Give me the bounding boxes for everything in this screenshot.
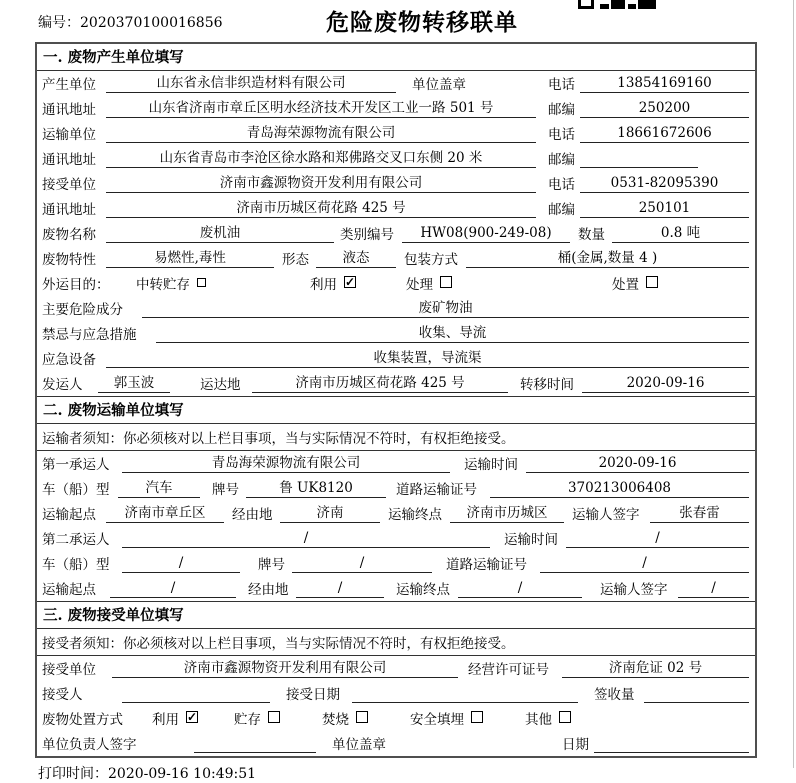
field-label: 接受人 (42, 687, 83, 703)
field-label: 单位负责人签字 (42, 737, 137, 753)
field-value: 液态 (316, 250, 396, 268)
checkbox-field (322, 708, 368, 728)
row-second-vehicle (37, 551, 755, 576)
checkbox-unchecked (356, 711, 368, 723)
field-label: 道路运输证号 (396, 482, 477, 498)
receiver-notice (37, 629, 755, 656)
field-label: 废物名称 (42, 227, 96, 243)
page-title: 危险废物转移联单 (326, 9, 518, 36)
row-hazard-component (37, 296, 755, 321)
field-value: 桶(金属,数量 4 ) (466, 250, 749, 268)
checkbox-label: 利用 (152, 712, 179, 728)
section-1-title: 一. 废物产生单位填写 (37, 44, 755, 71)
field-label: 应急设备 (42, 352, 96, 368)
field-value: 青岛海荣源物流有限公司 (106, 125, 536, 143)
field-label: 发运人 (42, 377, 83, 393)
manifest-form (35, 42, 757, 758)
field-value: HW08(900-249-08) (402, 225, 570, 243)
field-value: 济南市历城区荷花路 425 号 (106, 200, 536, 218)
field-value: / (122, 555, 240, 573)
document-header (0, 0, 796, 42)
field-value: 济南市章丘区 (106, 505, 224, 523)
checkbox-unchecked (440, 276, 452, 288)
checkbox-unchecked (268, 711, 280, 723)
field-value: 370213006408 (490, 480, 749, 498)
field-label: 运输起点 (42, 507, 96, 523)
field-label: 运输时间 (504, 532, 558, 548)
field-label: 运达地 (200, 377, 241, 393)
checkbox-field (136, 273, 206, 293)
checkbox-field (410, 708, 483, 728)
field-value: 山东省青岛市李沧区徐水路和郑佛路交叉口东侧 20 米 (106, 150, 536, 168)
field-value: 郭玉波 (98, 375, 170, 393)
field-value: 250101 (580, 200, 749, 218)
field-value: 0531-82095390 (580, 175, 749, 193)
row-first-route (37, 501, 755, 526)
field-value: 收集装置，导流渠 (106, 350, 749, 368)
field-value: 张春雷 (650, 505, 749, 523)
field-value: / (566, 530, 749, 548)
field-label: 第一承运人 (42, 457, 110, 473)
serial-label: 编号： (38, 15, 80, 31)
row-consignor (37, 371, 755, 396)
serial-value: 2020370100016856 (80, 15, 223, 31)
print-time (38, 763, 796, 783)
row-receiver-unit (37, 171, 755, 196)
field-label: 通讯地址 (42, 202, 96, 218)
field-label: 运输终点 (388, 507, 442, 523)
checkbox-field (612, 273, 658, 293)
field-value: 13854169160 (580, 75, 749, 93)
field-label: 废物特性 (42, 252, 96, 268)
field-value: / (296, 580, 384, 598)
field-value: / (458, 580, 582, 598)
field-value-blank (122, 685, 270, 703)
field-label: 运输终点 (396, 582, 450, 598)
section-3-title: 三. 废物接受单位填写 (37, 602, 755, 629)
field-value: / (110, 580, 236, 598)
row-transporter-unit (37, 121, 755, 146)
row-waste-traits (37, 246, 755, 271)
field-value: 250200 (580, 100, 749, 118)
field-label: 车（船）型 (42, 482, 110, 498)
field-label: 通讯地址 (42, 152, 96, 168)
field-value: 山东省永信非织造材料有限公司 (106, 75, 396, 93)
checkbox-field (234, 708, 280, 728)
field-label: 形态 (282, 252, 309, 268)
field-value: 济南市鑫源物资开发利用有限公司 (106, 175, 536, 193)
field-label: 通讯地址 (42, 102, 96, 118)
print-time-label: 打印时间： (38, 766, 108, 782)
row-transfer-purpose (37, 271, 755, 296)
field-label: 接受单位 (42, 177, 96, 193)
field-label: 邮编 (548, 152, 575, 168)
field-value: 济南 (280, 505, 380, 523)
field-label: 接受单位 (42, 662, 96, 678)
field-label: 单位盖章 (412, 77, 466, 93)
field-value: 易燃性,毒性 (106, 250, 274, 268)
row-producer-address (37, 96, 755, 121)
checkbox-unchecked (559, 711, 571, 723)
field-value: 鲁 UK8120 (246, 480, 386, 498)
section-3 (37, 601, 755, 756)
field-label: 产生单位 (42, 77, 96, 93)
serial-number (38, 12, 223, 32)
field-label: 邮编 (548, 102, 575, 118)
checkbox-label: 处置 (612, 277, 639, 293)
checkbox-label: 焚烧 (322, 712, 349, 728)
field-label: 主要危险成分 (42, 302, 123, 318)
field-label: 道路运输证号 (446, 557, 527, 573)
row-transporter-address (37, 146, 755, 171)
field-label: 单位盖章 (332, 737, 386, 753)
checkbox-field (152, 708, 198, 728)
field-value: 废机油 (106, 225, 334, 243)
field-value: 废矿物油 (142, 300, 749, 318)
field-value: 济南市鑫源物资开发利用有限公司 (112, 660, 458, 678)
section-2 (37, 396, 755, 601)
field-label: 经营许可证号 (468, 662, 549, 678)
field-value: 山东省济南市章丘区明水经济技术开发区工业一路 501 号 (106, 100, 536, 118)
checkbox-field (406, 273, 452, 293)
row-receiver-address (37, 196, 755, 221)
field-label: 第二承运人 (42, 532, 110, 548)
checkbox-label: 中转贮存 (136, 277, 190, 293)
field-value: 2020-09-16 (582, 375, 749, 393)
field-value: 18661672606 (580, 125, 749, 143)
field-label: 牌号 (258, 557, 285, 573)
field-label: 禁忌与应急措施 (42, 327, 137, 343)
row-second-route (37, 576, 755, 601)
row-waste-name (37, 221, 755, 246)
field-value: 青岛海荣源物流有限公司 (122, 455, 450, 473)
row-receiving-unit (37, 656, 755, 681)
row-receiver-person (37, 681, 755, 706)
notice-text: 接受者须知：你必须核对以上栏目事项，当与实际情况不符时，有权拒绝接受。 (42, 636, 515, 652)
checkbox-label: 其他 (525, 712, 552, 728)
field-label: 转移时间 (520, 377, 574, 393)
row-emergency-measures (37, 321, 755, 346)
transporter-notice (37, 424, 755, 451)
field-label: 外运目的： (42, 277, 110, 293)
field-value: / (678, 580, 749, 598)
field-value-blank (644, 685, 749, 703)
field-label: 运输起点 (42, 582, 96, 598)
notice-text: 运输者须知：你必须核对以上栏目事项，当与实际情况不符时，有权拒绝接受。 (42, 431, 515, 447)
checkbox-field (525, 708, 571, 728)
checkbox-label: 安全填埋 (410, 712, 464, 728)
field-value: / (540, 555, 749, 573)
checkbox-label: 处理 (406, 277, 433, 293)
field-label: 运输人签字 (600, 582, 668, 598)
checkbox-unchecked (471, 711, 483, 723)
field-label: 运输时间 (464, 457, 518, 473)
print-time-value: 2020-09-16 10:49:51 (108, 766, 257, 782)
field-value: 济南危证 02 号 (562, 660, 749, 678)
field-label: 接受日期 (286, 687, 340, 703)
row-emergency-equipment (37, 346, 755, 371)
field-label: 经由地 (248, 582, 289, 598)
checkbox-label: 利用 (310, 277, 337, 293)
field-label: 邮编 (548, 202, 575, 218)
field-label: 电话 (548, 177, 575, 193)
row-disposal-method (37, 706, 755, 731)
field-value: 2020-09-16 (526, 455, 749, 473)
checkbox-label: 贮存 (234, 712, 261, 728)
field-value: 济南市历城区荷花路 425 号 (252, 375, 508, 393)
field-label: 经由地 (232, 507, 273, 523)
window-right-edge (793, 0, 794, 768)
field-value-blank (580, 150, 698, 168)
field-label: 运输人签字 (572, 507, 640, 523)
field-label: 电话 (548, 77, 575, 93)
field-label: 签收量 (594, 687, 635, 703)
field-label: 运输单位 (42, 127, 96, 143)
checkbox-field (310, 273, 356, 293)
field-value: 收集、导流 (156, 325, 749, 343)
checkbox-checked: ✓ (345, 275, 356, 289)
field-label: 包装方式 (404, 252, 458, 268)
field-label: 牌号 (212, 482, 239, 498)
field-label: 类别编号 (340, 227, 394, 243)
field-value: / (292, 555, 432, 573)
field-value: 0.8 吨 (612, 225, 749, 243)
field-label: 废物处置方式 (42, 712, 123, 728)
row-first-carrier (37, 451, 755, 476)
row-second-carrier (37, 526, 755, 551)
checkbox-checked: ✓ (187, 710, 198, 724)
field-label: 数量 (578, 227, 605, 243)
section-1 (37, 44, 755, 396)
field-label: 车（船）型 (42, 557, 110, 573)
field-label: 电话 (548, 127, 575, 143)
field-value: / (122, 530, 490, 548)
field-value-blank (194, 735, 316, 753)
row-responsible-signature (37, 731, 755, 756)
row-producer-unit (37, 71, 755, 96)
field-value-blank (352, 685, 578, 703)
row-first-vehicle (37, 476, 755, 501)
section-2-title: 二. 废物运输单位填写 (37, 397, 755, 424)
checkbox-unchecked (197, 278, 206, 287)
field-value: 济南市历城区 (450, 505, 564, 523)
field-value-blank (594, 735, 749, 753)
field-value: 汽车 (118, 480, 200, 498)
field-label: 日期 (562, 737, 589, 753)
checkbox-unchecked (646, 276, 658, 288)
